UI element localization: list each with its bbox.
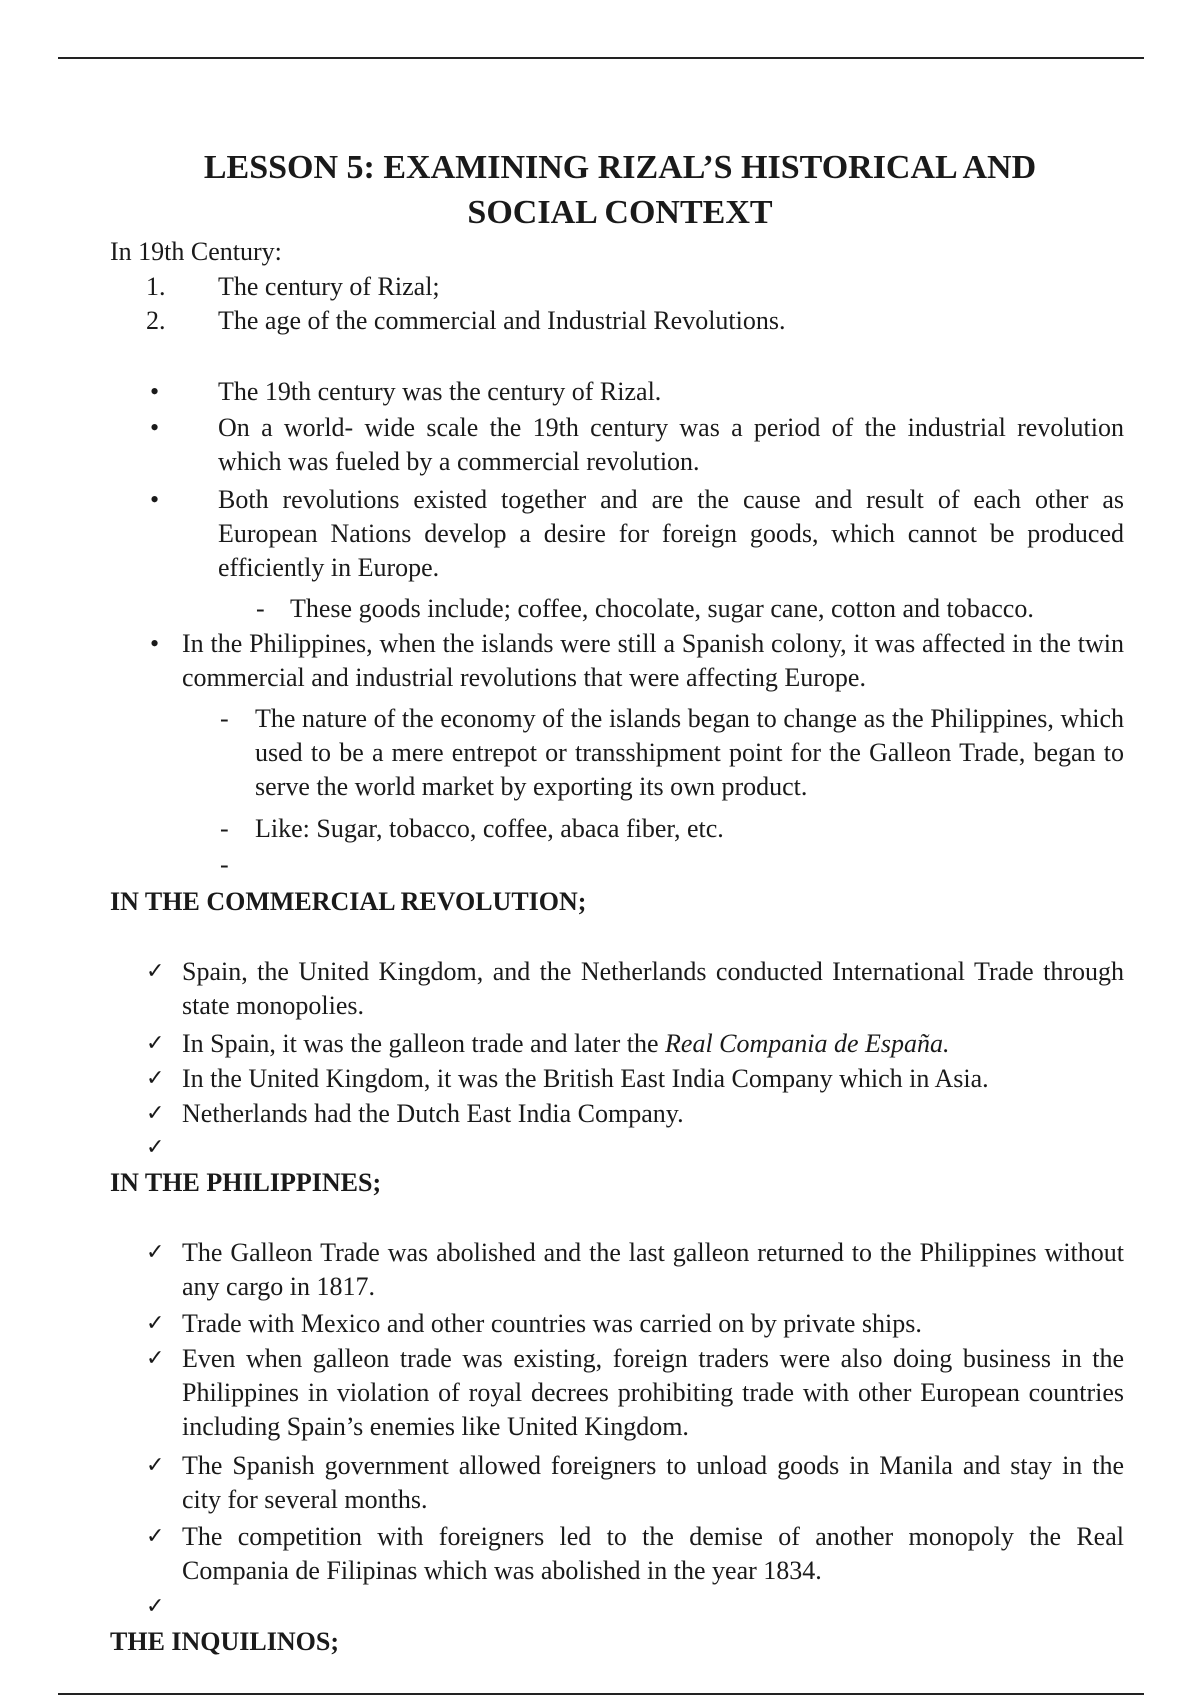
dash-marker: -: [220, 814, 229, 843]
checkmark-icon: ✓: [146, 959, 165, 984]
title-line-1: LESSON 5: EXAMINING RIZAL’S HISTORICAL AND: [203, 149, 1037, 186]
sub-list-item: Like: Sugar, tobacco, coffee, abaca fiber, etc.: [255, 814, 724, 843]
list-item: In the Philippines, when the islands were still a Spanish colony, it was affected in the twin commercial and industrial revolutions that were affecting Europe.: [182, 629, 1124, 692]
checkmark-icon: ✓: [146, 1594, 165, 1619]
bullet-marker: •: [150, 485, 160, 514]
list-item: Even when galleon trade was existing, foreign traders were also doing business in the Philippines in violation of royal decrees prohibiting trade with other European countries including Spain’s enemies like United Kingdom.: [182, 1344, 1124, 1441]
lesson-title: [110, 145, 1130, 235]
checkmark-icon: ✓: [146, 1240, 165, 1265]
bullet-marker: •: [150, 413, 160, 442]
sub-list-item: The nature of the economy of the islands began to change as the Philippines, which used to be a mere entrepot or transshipment point for the Galleon Trade, began to serve the world market by exporting its own product.: [255, 704, 1124, 801]
section-heading-inquilinos: THE INQUILINOS;: [110, 1627, 339, 1656]
checkmark-icon: ✓: [146, 1031, 165, 1056]
bullet-marker: •: [150, 629, 160, 658]
list-item: The age of the commercial and Industrial Revolutions.: [218, 306, 786, 335]
dash-marker: -: [256, 594, 265, 623]
section-heading-commercial: IN THE COMMERCIAL REVOLUTION;: [110, 887, 587, 916]
list-item: The century of Rizal;: [218, 272, 440, 301]
title-line-2: SOCIAL CONTEXT: [467, 194, 773, 231]
dash-marker: -: [220, 704, 229, 733]
checkmark-icon: ✓: [146, 1453, 165, 1478]
list-item: Netherlands had the Dutch East India Company.: [182, 1099, 684, 1128]
sub-list-item: These goods include; coffee, chocolate, sugar cane, cotton and tobacco.: [290, 594, 1034, 623]
list-item: In the United Kingdom, it was the British East India Company which in Asia.: [182, 1064, 989, 1093]
list-number: 1.: [146, 272, 166, 301]
dash-marker: -: [220, 850, 229, 879]
checkmark-icon: ✓: [146, 1135, 165, 1160]
bullet-marker: •: [150, 377, 160, 406]
list-item: The Spanish government allowed foreigners to unload goods in Manila and stay in the city for several months.: [182, 1451, 1124, 1514]
list-item: The 19th century was the century of Rizal.: [218, 377, 662, 406]
section-heading-philippines: IN THE PHILIPPINES;: [110, 1168, 382, 1197]
bottom-rule: [58, 1693, 1144, 1695]
list-item: Spain, the United Kingdom, and the Netherlands conducted International Trade through state monopolies.: [182, 957, 1124, 1020]
list-item: Trade with Mexico and other countries was carried on by private ships.: [182, 1309, 922, 1338]
checkmark-icon: ✓: [146, 1066, 165, 1091]
checkmark-icon: ✓: [146, 1524, 165, 1549]
list-item: Both revolutions existed together and are the cause and result of each other as European Nations develop a desire for foreign goods, which cannot be produced efficiently in Europe.: [218, 485, 1124, 582]
checkmark-icon: ✓: [146, 1346, 165, 1371]
list-item: The Galleon Trade was abolished and the last galleon returned to the Philippines without any cargo in 1817.: [182, 1238, 1124, 1301]
list-item-text: In Spain, it was the galleon trade and later the: [182, 1029, 666, 1058]
checkmark-icon: ✓: [146, 1311, 165, 1336]
intro-text: In 19th Century:: [110, 237, 282, 266]
list-item: The competition with foreigners led to the demise of another monopoly the Real Compania de Filipinas which was abolished in the year 1834.: [182, 1522, 1124, 1585]
list-number: 2.: [146, 306, 166, 335]
list-item: On a world- wide scale the 19th century was a period of the industrial revolution which was fueled by a commercial revolution.: [218, 413, 1124, 476]
italic-company-name: Real Compania de España.: [665, 1029, 950, 1058]
checkmark-icon: ✓: [146, 1101, 165, 1126]
list-item: [182, 1027, 950, 1061]
